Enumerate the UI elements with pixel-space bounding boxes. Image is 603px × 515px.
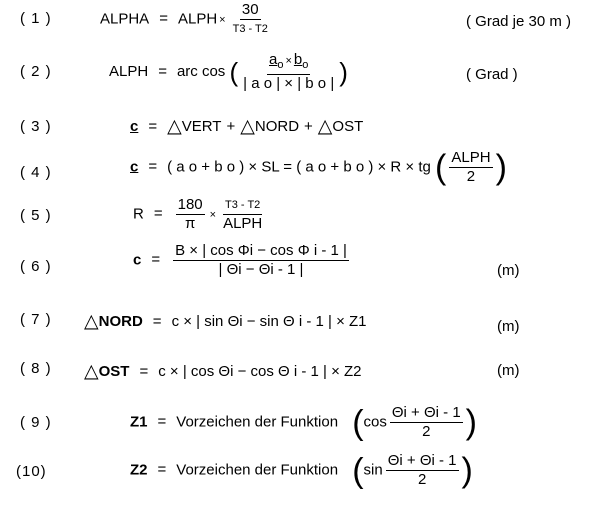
lhs: c xyxy=(133,251,142,269)
plus: + xyxy=(226,118,236,135)
expression: c × | sin Θi − sin Θ i - 1 | × Z1 xyxy=(171,313,367,330)
numerator: T3 - T2 xyxy=(223,197,262,215)
lhs: OST xyxy=(98,363,130,380)
lhs: ALPHA xyxy=(100,10,150,28)
equation-number: ( 8 ) xyxy=(20,360,52,377)
term: VERT xyxy=(181,118,222,135)
numerator xyxy=(267,52,310,75)
unit-label: (m) xyxy=(497,262,520,279)
subscript: o xyxy=(302,59,309,71)
fraction xyxy=(231,2,270,37)
lhs: NORD xyxy=(98,313,143,330)
equation-7 xyxy=(84,310,367,333)
unit-label: (m) xyxy=(497,362,520,379)
close-paren: ) xyxy=(339,57,348,87)
lhs: c xyxy=(130,118,139,135)
delta-icon: △ xyxy=(167,116,182,137)
denominator: π xyxy=(184,215,196,232)
equation-number: ( 5 ) xyxy=(20,207,52,224)
numerator: B × | cos Φi − cos Φ i - 1 | xyxy=(175,242,347,259)
vector-b: b xyxy=(293,51,303,68)
delta-icon: △ xyxy=(317,116,333,137)
equation-number: ( 2 ) xyxy=(20,63,52,80)
lhs: ALPH xyxy=(109,62,149,80)
equation-1 xyxy=(100,2,273,37)
open-paren: ( xyxy=(435,148,447,187)
unit-label: ( Grad je 30 m ) xyxy=(466,13,572,30)
equation-6 xyxy=(133,243,352,278)
equals: = xyxy=(151,251,161,269)
equation-10 xyxy=(130,453,473,488)
fraction xyxy=(386,453,459,488)
expression: c × | cos Θi − cos Θ i - 1 | × Z2 xyxy=(158,363,362,380)
unit-label: (m) xyxy=(497,318,520,335)
equation-2 xyxy=(109,52,348,92)
close-paren: ) xyxy=(461,451,473,490)
equation-number: ( 1 ) xyxy=(20,10,52,27)
denominator: ALPH xyxy=(223,215,263,232)
equals: = xyxy=(153,205,163,223)
open-paren: ( xyxy=(229,57,239,87)
fraction xyxy=(176,197,205,232)
fraction xyxy=(173,243,349,278)
function: arc cos xyxy=(176,62,226,80)
numerator: Θi + Θi - 1 xyxy=(391,404,461,421)
denominator: | Θi − Θi - 1 | xyxy=(218,261,304,278)
equation-number: ( 9 ) xyxy=(20,414,52,431)
function: sin xyxy=(363,461,383,479)
delta-icon: △ xyxy=(84,311,99,332)
equation-number: ( 4 ) xyxy=(20,164,52,181)
denominator: | a o | × | b o | xyxy=(243,75,335,92)
term: OST xyxy=(332,118,364,135)
equation-9 xyxy=(130,405,477,440)
equals: = xyxy=(158,62,167,80)
equation-5 xyxy=(133,197,267,232)
times: × xyxy=(219,14,226,27)
equation-number: ( 6 ) xyxy=(20,258,52,275)
vector-a: a xyxy=(269,51,278,68)
equals: = xyxy=(139,363,149,380)
times: × xyxy=(285,55,292,67)
close-paren: ) xyxy=(465,403,477,442)
lhs: Z1 xyxy=(130,413,148,431)
times: × xyxy=(209,209,217,222)
delta-icon: △ xyxy=(84,361,99,382)
expression: ( a o + b o ) × SL = ( a o + b o ) × R × tg xyxy=(167,158,431,176)
denominator: 2 xyxy=(417,471,427,488)
lhs: R xyxy=(133,205,144,223)
equation-number: (10) xyxy=(16,463,47,480)
lhs: Z2 xyxy=(130,461,148,479)
denominator: 2 xyxy=(422,423,431,440)
equals: = xyxy=(157,461,167,479)
term: ALPH xyxy=(177,10,218,28)
equation-number: ( 3 ) xyxy=(20,118,52,135)
equals: = xyxy=(152,313,162,330)
description: Vorzeichen der Funktion xyxy=(176,413,339,431)
subscript: o xyxy=(277,59,284,71)
open-paren: ( xyxy=(352,403,364,442)
denominator: 2 xyxy=(466,168,476,185)
fraction xyxy=(390,405,463,440)
delta-icon: △ xyxy=(240,116,255,137)
fraction xyxy=(221,197,264,232)
equation-8 xyxy=(84,360,362,383)
fraction xyxy=(241,52,336,92)
equation-4 xyxy=(130,150,507,185)
numerator: 30 xyxy=(241,1,259,18)
unit-label: ( Grad ) xyxy=(466,66,518,83)
numerator: 180 xyxy=(177,196,203,213)
equals: = xyxy=(148,118,158,135)
term: NORD xyxy=(254,118,300,135)
description: Vorzeichen der Funktion xyxy=(176,461,339,479)
open-paren: ( xyxy=(352,451,364,490)
numerator: ALPH xyxy=(451,149,491,166)
equation-3 xyxy=(130,115,363,138)
numerator: Θi + Θi - 1 xyxy=(387,452,457,469)
equation-number: ( 7 ) xyxy=(20,311,52,328)
equals: = xyxy=(157,413,167,431)
close-paren: ) xyxy=(495,148,507,187)
function: cos xyxy=(363,413,387,431)
equals: = xyxy=(159,10,168,28)
plus: + xyxy=(304,118,313,135)
equals: = xyxy=(148,158,158,176)
denominator: T3 - T2 xyxy=(232,23,268,35)
lhs: c xyxy=(130,158,139,176)
fraction xyxy=(449,150,492,185)
